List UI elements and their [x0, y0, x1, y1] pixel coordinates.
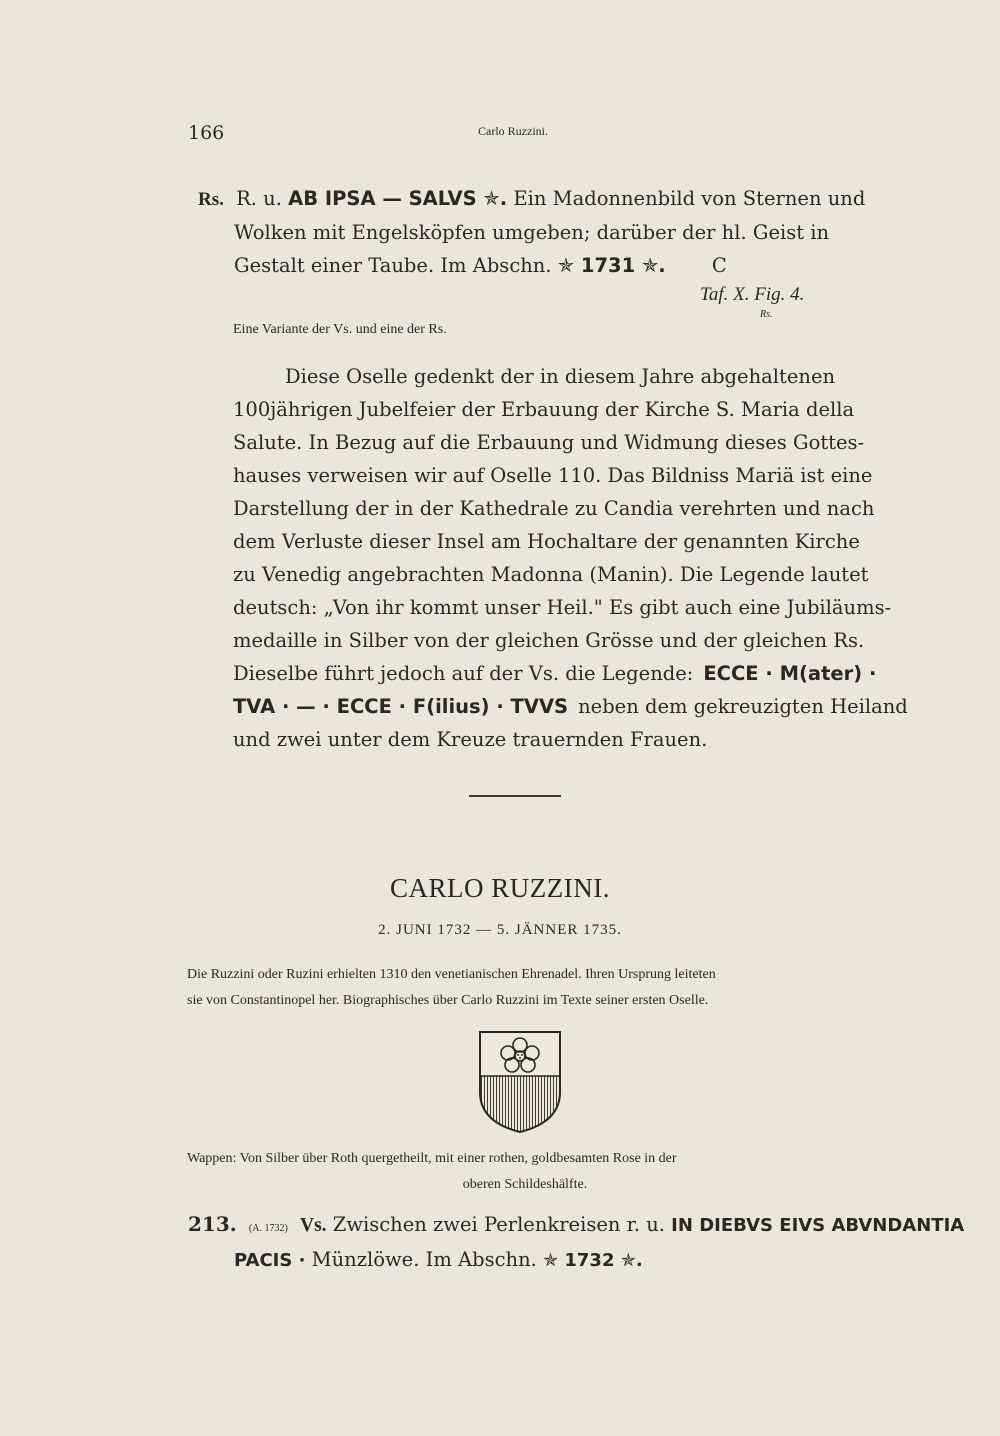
coat-of-arms-description [187, 1146, 863, 1198]
section-title: CARLO RUZZINI. [390, 873, 610, 903]
rs-line-3-text-a: Gestalt einer Taube. Im Abschn. [234, 254, 552, 277]
body-paragraph [233, 360, 908, 756]
intro-line: sie von Constantinopel her. Biographisches über Carlo Ruzzini im Texte seiner ersten Oselle. [187, 993, 709, 1008]
body-line: dem Verluste dieser Insel am Hochaltare der genannten Kirche [233, 530, 860, 553]
page-number: 166 [188, 122, 225, 144]
entry-year-ref: (A. 1732) [248, 1223, 288, 1234]
section-dates: 2. JUNI 1732 — 5. JÄNNER 1735. [378, 922, 622, 938]
rarity-mark: C [711, 254, 727, 277]
rs-legend: AB IPSA — SALVS ✯. [288, 187, 508, 210]
body-line: zu Venedig angebrachten Madonna (Manin). Die Legende lautet [233, 563, 869, 586]
intro-line: Die Ruzzini oder Ruzini erhielten 1310 den venetianischen Ehrenadel. Ihren Ursprung leiteten [187, 967, 716, 982]
entry-line-2 [188, 1242, 864, 1278]
rs-description [198, 182, 864, 283]
rs-line-1-text-b: Ein Madonnenbild von Sternen und [513, 187, 866, 210]
body-line: deutsch: „Von ihr kommt unser Heil." Es gibt auch eine Jubiläums- [233, 596, 892, 619]
entry-text-2: Münzlöwe. Im Abschn. [311, 1248, 537, 1271]
body-line: Darstellung der in der Kathedrale zu Candia verehrten und nach [233, 497, 875, 520]
rs-line-1-text-a: R. u. [236, 187, 282, 210]
body-line: Diese Oselle gedenkt der in diesem Jahre abgehaltenen [285, 365, 836, 388]
entry-line-1 [188, 1206, 965, 1242]
body-line [233, 690, 908, 723]
body-line: hauses verweisen wir auf Oselle 110. Das Bildniss Mariä ist eine [233, 464, 873, 487]
rs-line-2: Wolken mit Engelsköpfen umgeben; darüber der hl. Geist in [234, 220, 830, 244]
wappen-line: oberen Schildeshälfte. [462, 1177, 588, 1192]
rs-label: Rs. [198, 189, 224, 210]
rs-line-1 [198, 182, 864, 216]
vs-legend-part-2: TVA · — · ECCE · F(ilius) · TVVS [233, 695, 569, 718]
body-line-10-text: Dieselbe führt jedoch auf der Vs. die Legende: [233, 662, 694, 685]
intro-paragraph [187, 962, 863, 1014]
vs-legend-part-1: ECCE · M(ater) · [703, 662, 877, 685]
vs-label: Vs. [300, 1215, 327, 1236]
rs-line-3 [198, 249, 864, 283]
body-line [233, 657, 877, 690]
running-title: Carlo Ruzzini. [478, 124, 548, 138]
body-line: 100jährigen Jubelfeier der Erbauung der Kirche S. Maria della [233, 398, 855, 421]
wappen-line: Wappen: Von Silber über Roth quergetheilt, mit einer rothen, goldbesamten Rose in der [187, 1151, 677, 1166]
body-line: Salute. In Bezug auf die Erbauung und Widmung dieses Gottes- [233, 431, 865, 454]
shield-rose-icon [477, 1030, 563, 1138]
vs-exergue: ✯ 1732 ✯. [543, 1250, 643, 1271]
vs-legend-end: PACIS · [234, 1250, 306, 1271]
variant-note: Eine Variante der Vs. und eine der Rs. [233, 322, 447, 337]
rs-exergue-legend: ✯ 1731 ✯. [557, 254, 666, 277]
entry-text-1: Zwischen zwei Perlenkreisen r. u. [332, 1213, 665, 1236]
catalog-entry-213 [188, 1206, 965, 1278]
plate-reference: Taf. X. Fig. 4. [700, 284, 805, 305]
body-line-11-text: neben dem gekreuzigten Heiland [578, 695, 908, 718]
vs-legend: IN DIEBVS EIVS ABVNDANTIA [671, 1215, 965, 1236]
body-line: und zwei unter dem Kreuze trauernden Frauen. [233, 728, 708, 751]
plate-reference-sub: Rs. [760, 309, 773, 320]
body-line: medaille in Silber von der gleichen Grösse und der gleichen Rs. [233, 629, 865, 652]
entry-number: 213. [188, 1212, 237, 1236]
section-divider [469, 795, 561, 797]
